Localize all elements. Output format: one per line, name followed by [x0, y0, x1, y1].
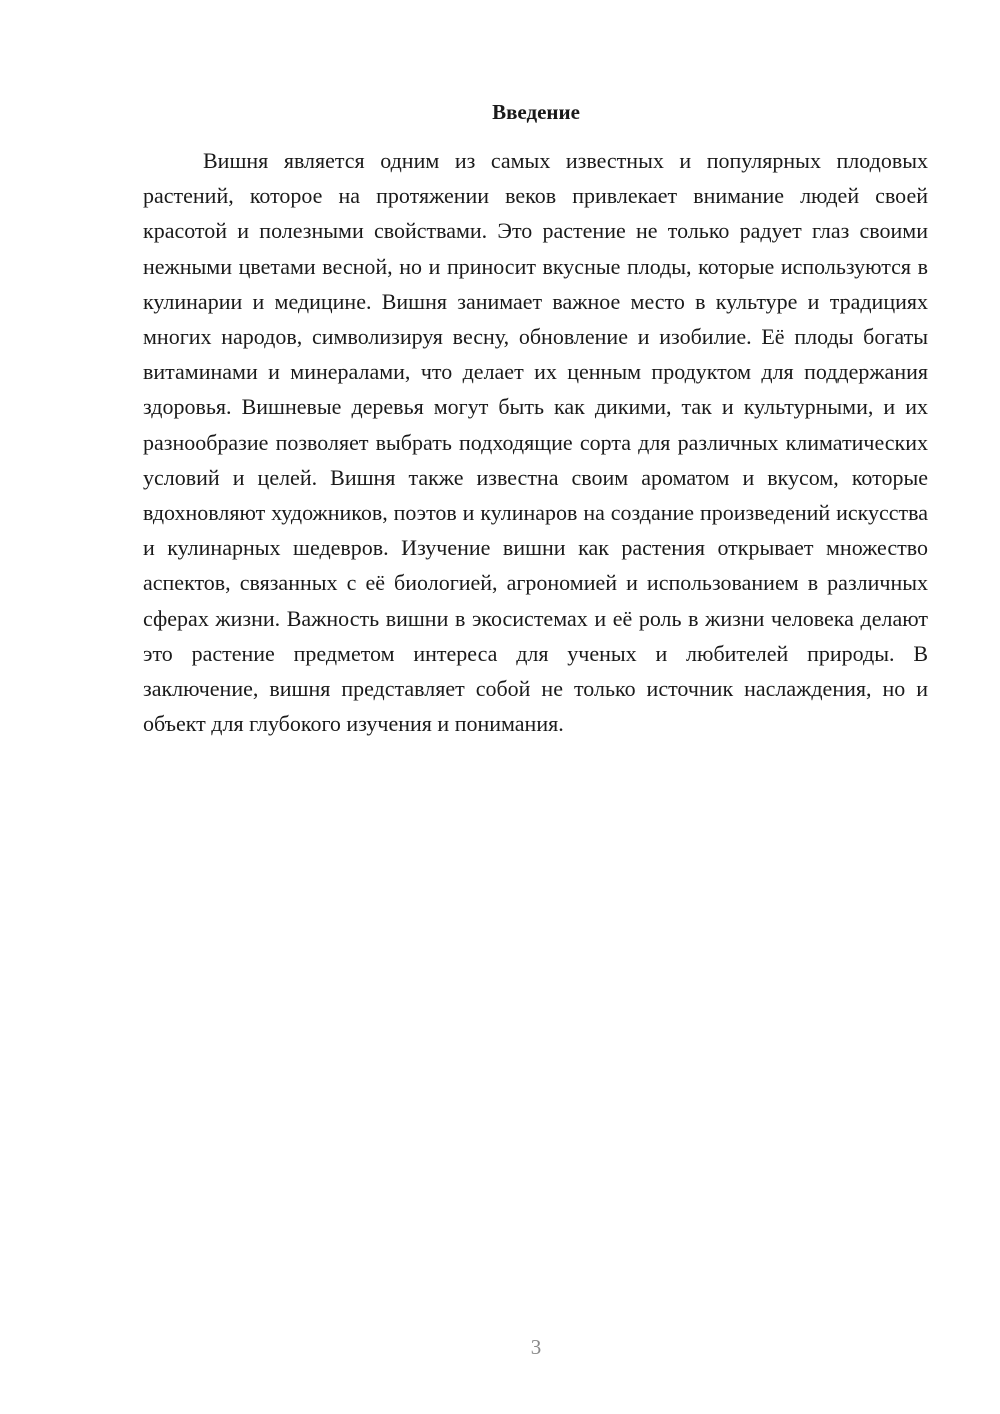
- section-heading: Введение: [492, 100, 580, 124]
- page-number: 3: [530, 1335, 542, 1359]
- body-paragraph: Вишня является одним из самых известных и популярных плодовых растений, которое на протяжении веков привлекает внимание людей своей красотой и полезными свойствами. Это растение не только радует глаз своими нежными цветами весной, но и приносит вкусные плоды, которые используются в кулинарии и медицине. Вишня занимает важное место в культуре и традициях многих народов, символизируя весну, обновление и изобилие. Её плоды богаты витаминами и минералами, что делает их ценным продуктом для поддержания здоровья. Вишневые деревья могут быть как дикими, так и культурными, и их разнообразие позволяет выбрать подходящие сорта для различных климатических условий и целей. Вишня также известна своим ароматом и вкусом, которые вдохновляют художников, поэтов и кулинаров на создание произведений искусства и кулинарных шедевров. Изучение вишни как растения открывает множество аспектов, связанных с её биологией, агрономией и использованием в различных сферах жизни. Важность вишни в экосистемах и её роль в жизни человека делают это растение предметом интереса для ученых и любителей природы. В заключение, вишня представляет собой не только источник наслаждения, но и объект для глубокого изучения и понимания.: [143, 148, 928, 737]
